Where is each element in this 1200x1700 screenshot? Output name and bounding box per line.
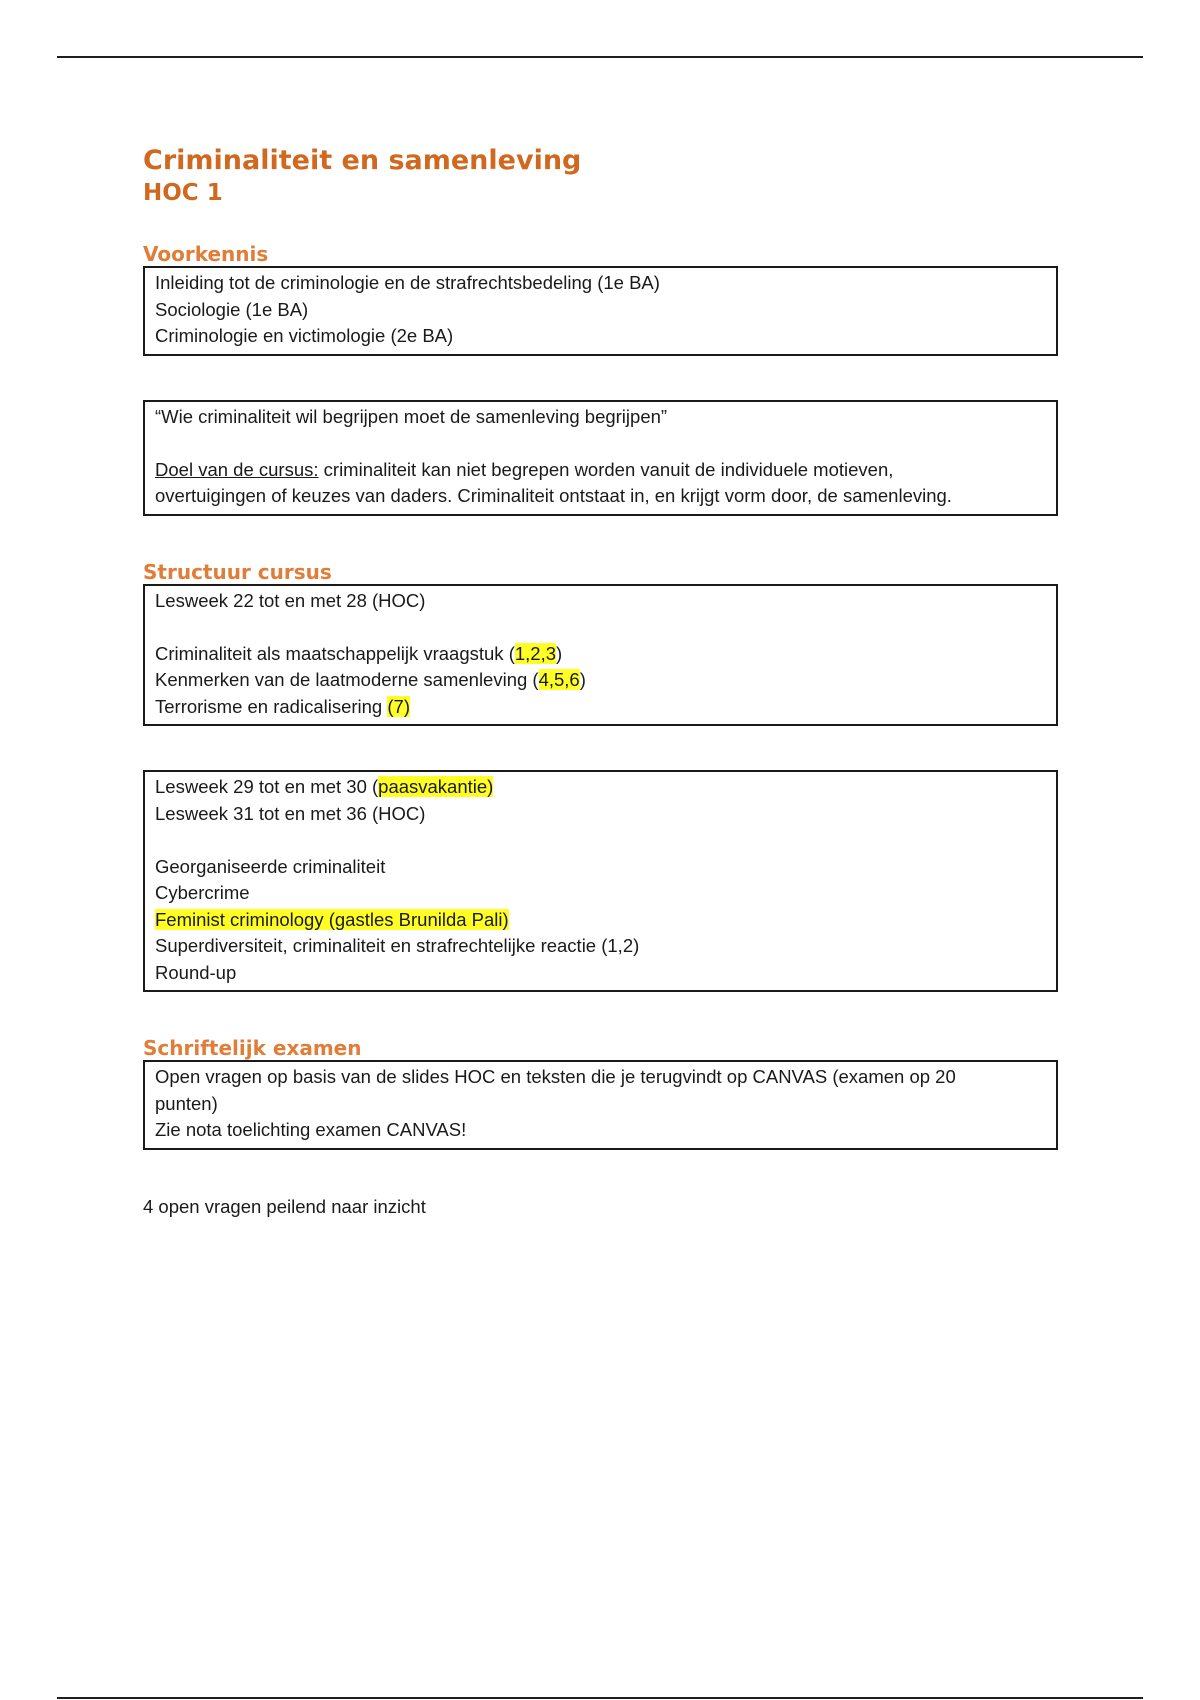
structuur-block-2 (143, 770, 1058, 992)
voorkennis-item: Sociologie (1e BA) (155, 298, 309, 320)
page-content (143, 144, 1058, 1220)
topic-item: Round-up (155, 961, 237, 983)
examen-box (143, 1060, 1058, 1150)
examen-line: punten) (155, 1092, 218, 1114)
topic-item: Terrorisme en radicalisering (7) (155, 695, 410, 717)
course-goal-line-2: overtuigingen of keuzes van daders. Criminaliteit ontstaat in, en krijgt vorm door, de samenleving. (155, 485, 952, 506)
lesweek-range: Lesweek 29 tot en met 30 (paasvakantie) (155, 776, 494, 797)
topic-item: Cybercrime (155, 882, 250, 903)
course-goal-label: Doel van de cursus: (155, 458, 319, 480)
lesweek-range: Lesweek 22 tot en met 28 (HOC) (155, 589, 426, 611)
quote-box (143, 400, 1058, 516)
examen-line: Zie nota toelichting examen CANVAS! (155, 1119, 467, 1140)
highlighted-lessons: (7) (387, 695, 410, 717)
highlighted-guest-lecture: Feminist criminology (gastles Brunilda Pali) (155, 908, 509, 930)
header-rule (57, 56, 1143, 58)
footer-rule (57, 1697, 1143, 1699)
topic-item: Georganiseerde criminaliteit (155, 855, 386, 877)
examen-line: Open vragen op basis van de slides HOC en teksten die je terugvindt op CANVAS (examen op 20 (155, 1066, 956, 1087)
voorkennis-item: Criminologie en victimologie (2e BA) (155, 325, 454, 346)
examen-note: 4 open vragen peilend naar inzicht (143, 1195, 426, 1217)
page-title: Criminaliteit en samenleving (143, 145, 582, 176)
voorkennis-heading: Voorkennis (143, 242, 269, 266)
course-quote: “Wie criminaliteit wil begrijpen moet de samenleving begrijpen” (155, 405, 668, 427)
course-goal-text: criminaliteit kan niet begrepen worden vanuit de individuele motieven, (318, 458, 894, 480)
course-goal-line-1 (155, 457, 1046, 484)
voorkennis-item: Inleiding tot de criminologie en de strafrechtsbedeling (1e BA) (155, 272, 660, 293)
highlighted-lessons: 1,2,3 (514, 642, 557, 664)
topic-item: Criminaliteit als maatschappelijk vraagstuk (1,2,3) (155, 642, 563, 664)
structuur-heading: Structuur cursus (143, 559, 332, 584)
voorkennis-box (143, 266, 1058, 356)
highlighted-holiday: paasvakantie) (378, 776, 494, 797)
topic-item (155, 907, 1046, 934)
lesweek-range: Lesweek 31 tot en met 36 (HOC) (155, 802, 426, 824)
topic-item: Kenmerken van de laatmoderne samenleving (4,5,6) (155, 669, 586, 690)
highlighted-lessons: 4,5,6 (538, 669, 580, 690)
page-subtitle: HOC 1 (143, 180, 223, 206)
examen-heading: Schriftelijk examen (143, 1036, 362, 1060)
topic-item: Superdiversiteit, criminaliteit en strafrechtelijke reactie (1,2) (155, 935, 640, 956)
structuur-block-1 (143, 584, 1058, 727)
